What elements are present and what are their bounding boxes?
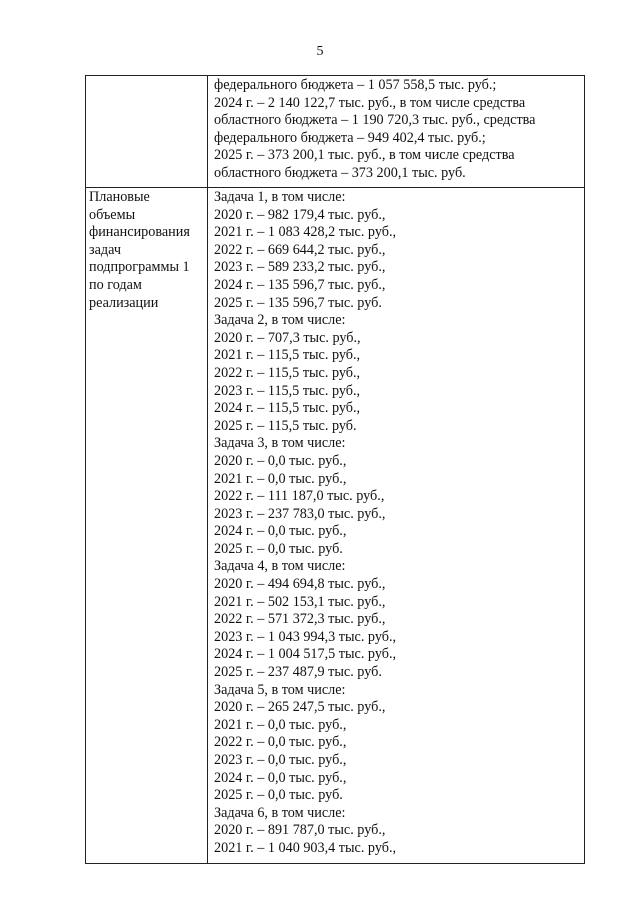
row2-content-cell <box>208 188 585 864</box>
content-line: 2021 г. – 115,5 тыс. руб., <box>214 347 361 364</box>
task-heading: Задача 6, в том числе: <box>214 804 346 821</box>
label-line: по годам <box>89 276 142 293</box>
content-line: 2020 г. – 494 694,8 тыс. руб., <box>214 576 386 593</box>
content-line: 2024 г. – 0,0 тыс. руб., <box>214 523 347 540</box>
content-line: 2022 г. – 115,5 тыс. руб., <box>214 364 361 381</box>
label-line: Плановые <box>89 189 150 205</box>
financing-table <box>85 75 585 864</box>
content-line: 2025 г. – 0,0 тыс. руб. <box>214 540 343 557</box>
row2-label-cell <box>86 188 208 864</box>
label-line: задач <box>89 241 121 258</box>
content-line: 2022 г. – 111 187,0 тыс. руб., <box>214 488 385 505</box>
row1-content-cell <box>208 76 585 188</box>
content-line: областного бюджета – 1 190 720,3 тыс. руб., средства <box>214 112 536 129</box>
content-line: 2024 г. – 115,5 тыс. руб., <box>214 400 361 417</box>
content-line: 2025 г. – 135 596,7 тыс. руб. <box>214 294 382 311</box>
content-line: 2024 г. – 1 004 517,5 тыс. руб., <box>214 646 397 663</box>
task-heading: Задача 2, в том числе: <box>214 312 346 329</box>
task-heading: Задача 4, в том числе: <box>214 558 346 575</box>
row1-label-cell <box>86 76 208 188</box>
content-line: 2025 г. – 373 200,1 тыс. руб., в том числе средства <box>214 147 515 164</box>
task-heading: Задача 1, в том числе: <box>214 189 346 205</box>
content-line: 2021 г. – 0,0 тыс. руб., <box>214 470 347 487</box>
content-line: 2020 г. – 891 787,0 тыс. руб., <box>214 822 386 839</box>
content-line: 2021 г. – 1 083 428,2 тыс. руб., <box>214 224 397 241</box>
content-line: областного бюджета – 373 200,1 тыс. руб. <box>214 164 466 181</box>
table-row <box>86 76 585 188</box>
content-line: федерального бюджета – 1 057 558,5 тыс. руб.; <box>214 77 497 93</box>
label-line: подпрограммы 1 <box>89 259 190 276</box>
content-line: 2021 г. – 1 040 903,4 тыс. руб., <box>214 839 397 856</box>
content-line: 2023 г. – 1 043 994,3 тыс. руб., <box>214 628 397 645</box>
content-line: 2025 г. – 115,5 тыс. руб. <box>214 417 357 434</box>
content-line: 2023 г. – 115,5 тыс. руб., <box>214 382 361 399</box>
content-line: 2020 г. – 982 179,4 тыс. руб., <box>214 206 386 223</box>
label-line: объемы <box>89 206 136 223</box>
content-line: 2024 г. – 135 596,7 тыс. руб., <box>214 276 386 293</box>
content-line: 2022 г. – 669 644,2 тыс. руб., <box>214 241 386 258</box>
content-line: 2024 г. – 2 140 122,7 тыс. руб., в том числе средства <box>214 94 526 111</box>
content-line: 2023 г. – 237 783,0 тыс. руб., <box>214 505 386 522</box>
content-line: 2020 г. – 0,0 тыс. руб., <box>214 452 347 469</box>
content-line: 2021 г. – 0,0 тыс. руб., <box>214 716 347 733</box>
label-line: реализации <box>89 294 159 311</box>
content-line: 2022 г. – 0,0 тыс. руб., <box>214 734 347 751</box>
table-row <box>86 188 585 864</box>
task-heading: Задача 3, в том числе: <box>214 435 346 452</box>
content-line: 2021 г. – 502 153,1 тыс. руб., <box>214 593 386 610</box>
label-line: финансирования <box>89 224 190 241</box>
content-line: 2023 г. – 589 233,2 тыс. руб., <box>214 259 386 276</box>
task-heading: Задача 5, в том числе: <box>214 681 346 698</box>
content-line: федерального бюджета – 949 402,4 тыс. руб.; <box>214 129 486 146</box>
page-number: 5 <box>316 44 324 59</box>
content-line: 2022 г. – 571 372,3 тыс. руб., <box>214 611 386 628</box>
content-line: 2024 г. – 0,0 тыс. руб., <box>214 769 347 786</box>
content-line: 2025 г. – 237 487,9 тыс. руб. <box>214 664 382 681</box>
content-line: 2025 г. – 0,0 тыс. руб. <box>214 787 343 804</box>
content-line: 2020 г. – 707,3 тыс. руб., <box>214 329 361 346</box>
content-line: 2023 г. – 0,0 тыс. руб., <box>214 752 347 768</box>
content-line: 2020 г. – 265 247,5 тыс. руб., <box>214 699 386 716</box>
